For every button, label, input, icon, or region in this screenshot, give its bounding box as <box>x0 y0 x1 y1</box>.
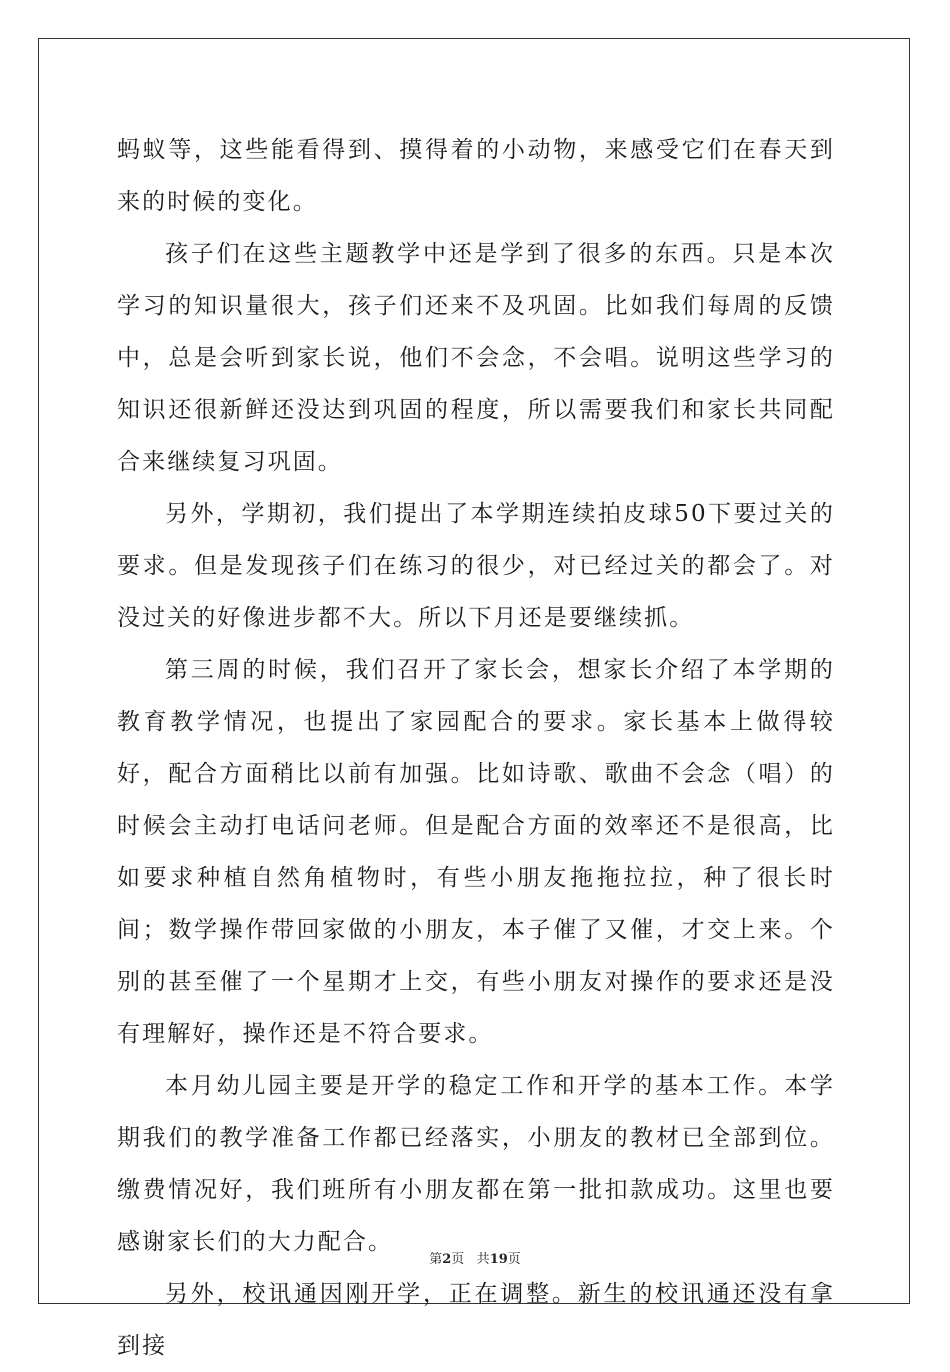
page-number: 2 <box>442 1252 452 1267</box>
page-prefix: 第 <box>429 1252 443 1267</box>
paragraph: 另外，校讯通因刚开学，正在调整。新生的校讯通还没有拿到接 <box>117 1281 835 1359</box>
paragraph: 第三周的时候，我们召开了家长会，想家长介绍了本学期的教育教学情况，也提出了家园配合的要求。家长基本上做得较好，配合方面稍比以前有加强。比如诗歌、歌曲不会念（唱）的时候会主动打电话问老师。但是配合方面的效率还不是很高，比如要求种植自然角植物时，有些小朋友拖拖拉拉，种了很长时间；数学操作带回家做的小朋友，本子催了又催，才交上来。个别的甚至催了一个星期才上交，有些小朋友对操作的要求还是没有理解好，操作还是不符合要求。 <box>117 657 835 1047</box>
total-suffix: 页 <box>507 1252 521 1267</box>
paragraph: 孩子们在这些主题教学中还是学到了很多的东西。只是本次学习的知识量很大，孩子们还来不及巩固。比如我们每周的反馈中，总是会听到家长说，他们不会念，不会唱。说明这些学习的知识还很新鲜还没达到巩固的程度，所以需要我们和家长共同配合来继续复习巩固。 <box>117 241 835 475</box>
document-body <box>117 124 835 1372</box>
total-prefix: 共 <box>476 1252 490 1267</box>
page-footer <box>0 1248 950 1267</box>
paragraph: 另外，学期初，我们提出了本学期连续拍皮球50下要过关的要求。但是发现孩子们在练习的很少，对已经过关的都会了。对没过关的好像进步都不大。所以下月还是要继续抓。 <box>117 501 835 631</box>
total-pages: 19 <box>489 1252 508 1267</box>
page-suffix: 页 <box>451 1252 465 1267</box>
paragraph: 蚂蚁等，这些能看得到、摸得着的小动物，来感受它们在春天到来的时候的变化。 <box>117 137 835 215</box>
paragraph: 本月幼儿园主要是开学的稳定工作和开学的基本工作。本学期我们的教学准备工作都已经落实，小朋友的教材已全部到位。缴费情况好，我们班所有小朋友都在第一批扣款成功。这里也要感谢家长们的大力配合。 <box>117 1073 835 1255</box>
